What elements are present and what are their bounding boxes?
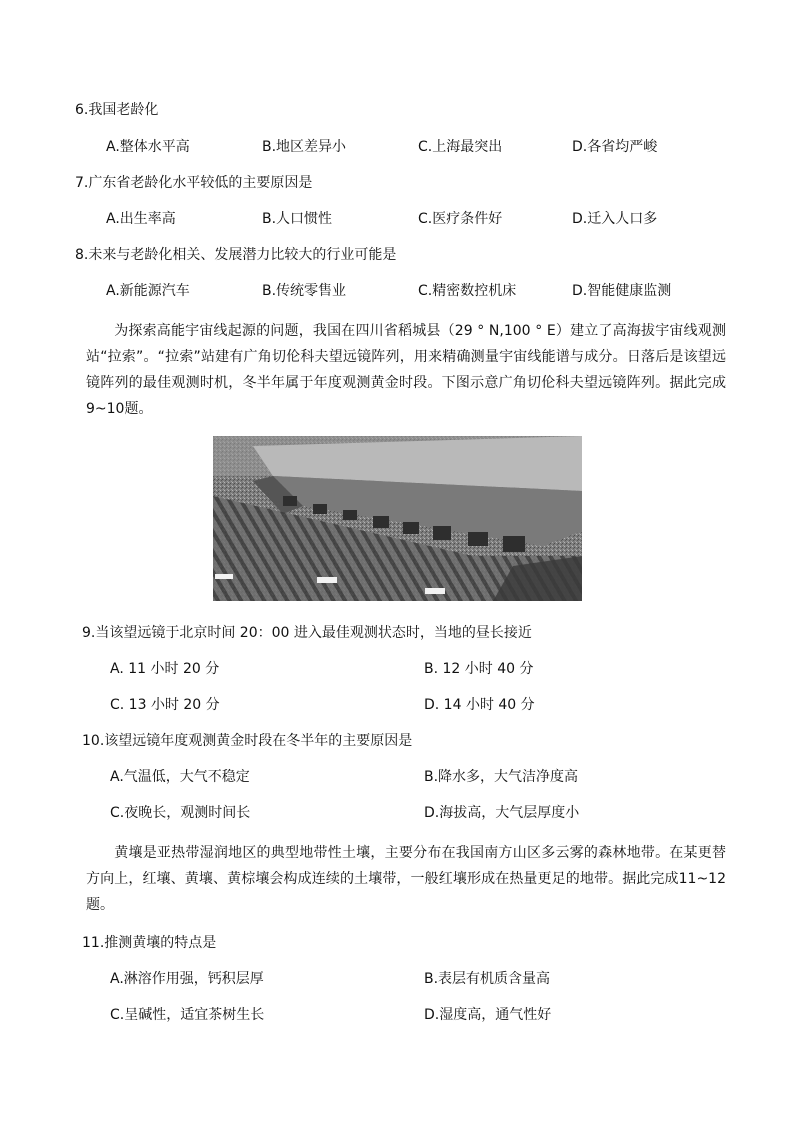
telescope-array-photo bbox=[213, 436, 582, 601]
question-9-option-d: D. 14 小时 40 分 bbox=[424, 697, 535, 713]
question-10-option-d: D.海拔高，大气层厚度小 bbox=[424, 805, 580, 821]
question-10-option-c: C.夜晚长，观测时间长 bbox=[110, 805, 251, 821]
question-9-option-c: C. 13 小时 20 分 bbox=[110, 697, 220, 713]
telescope-array-illustration bbox=[213, 436, 582, 601]
question-9-option-b: B. 12 小时 40 分 bbox=[424, 661, 534, 677]
passage-yellow-soil-text: 黄壤是亚热带湿润地区的典型地带性土壤，主要分布在我国南方山区多云雾的森林地带。在某更替方向上，红壤、黄壤、黄棕壤会构成连续的土壤带，一般红壤形成在热量更足的地带。据此完成11~12题。 bbox=[86, 845, 726, 913]
question-6-stem: 6.我国老龄化 bbox=[75, 102, 159, 118]
question-7-option-b: B.人口惯性 bbox=[262, 211, 333, 227]
question-11-option-b: B.表层有机质含量高 bbox=[424, 971, 551, 987]
question-6-option-c: C.上海最突出 bbox=[418, 139, 503, 155]
question-7-option-d: D.迁入人口多 bbox=[572, 211, 658, 227]
question-6-option-b: B.地区差异小 bbox=[262, 139, 347, 155]
question-11-option-c: C.呈碱性，适宜茶树生长 bbox=[110, 1007, 265, 1023]
question-9-option-a: A. 11 小时 20 分 bbox=[110, 661, 220, 677]
question-7-option-c: C.医疗条件好 bbox=[418, 211, 503, 227]
passage-yellow-soil bbox=[86, 840, 726, 918]
question-10-option-b: B.降水多，大气洁净度高 bbox=[424, 769, 579, 785]
question-8-option-b: B.传统零售业 bbox=[262, 283, 347, 299]
question-7-option-a: A.出生率高 bbox=[106, 211, 176, 227]
question-8-option-a: A.新能源汽车 bbox=[106, 283, 190, 299]
question-10-stem: 10.该望远镜年度观测黄金时段在冬半年的主要原因是 bbox=[82, 733, 413, 749]
question-11-option-d: D.湿度高，通气性好 bbox=[424, 1007, 552, 1023]
question-10-option-a: A.气温低，大气不稳定 bbox=[110, 769, 250, 785]
question-9-stem: 9.当该望远镜于北京时间 20：00 进入最佳观测状态时，当地的昼长接近 bbox=[82, 625, 532, 641]
question-8-stem: 8.未来与老龄化相关、发展潜力比较大的行业可能是 bbox=[75, 247, 397, 263]
question-11-stem: 11.推测黄壤的特点是 bbox=[82, 935, 217, 951]
question-7-stem: 7.广东省老龄化水平较低的主要原因是 bbox=[75, 175, 313, 191]
question-8-option-d: D.智能健康监测 bbox=[572, 283, 672, 299]
passage-telescope-text: 为探索高能宇宙线起源的问题，我国在四川省稻城县（29 ° N,100 ° E）建立了高海拔宇宙线观测站“拉索”。“拉索”站建有广角切伦科夫望远镜阵列，用来精确测量宇宙线能谱与成分。日落后是该望远镜阵列的最佳观测时机，冬半年属于年度观测黄金时段。下图示意广角切伦科夫望远镜阵列。据此完成9~10题。 bbox=[86, 323, 726, 417]
question-6-option-d: D.各省均严峻 bbox=[572, 139, 658, 155]
question-6-option-a: A.整体水平高 bbox=[106, 139, 190, 155]
question-11-option-a: A.淋溶作用强，钙积层厚 bbox=[110, 971, 264, 987]
question-8-option-c: C.精密数控机床 bbox=[418, 283, 517, 299]
passage-telescope bbox=[86, 318, 726, 422]
